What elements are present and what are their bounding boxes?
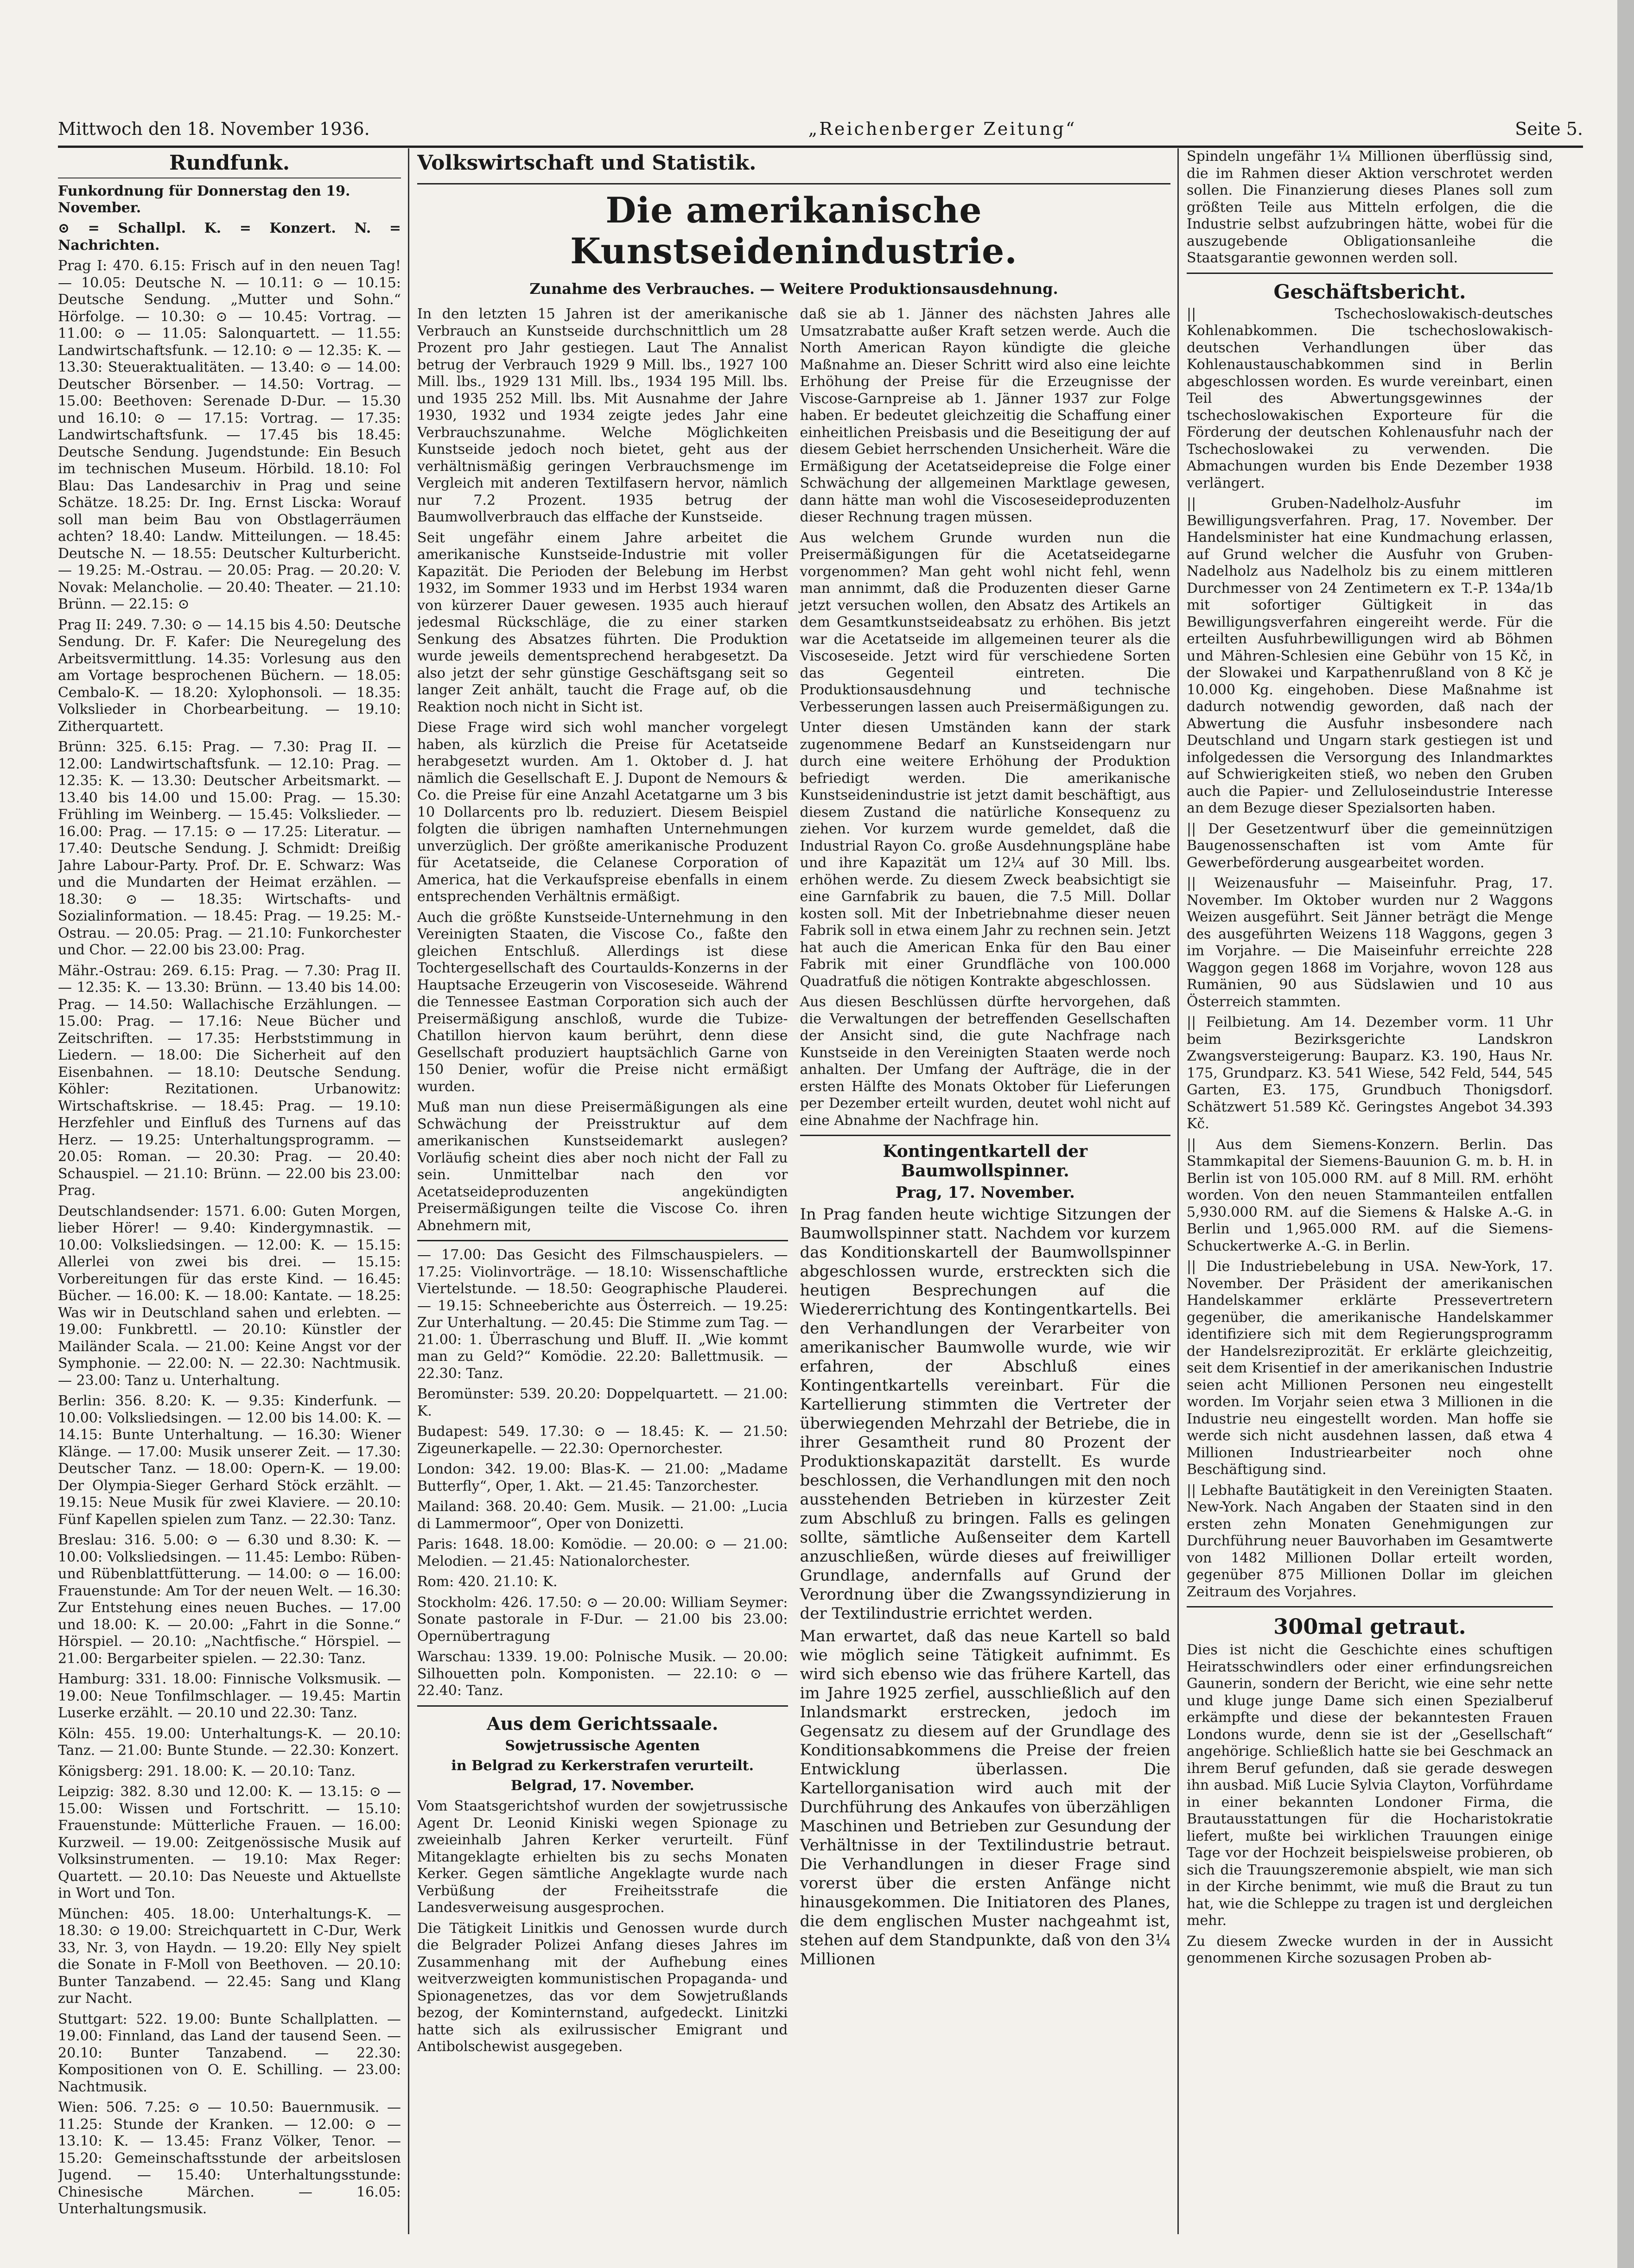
rundfunk-title: Rundfunk. xyxy=(58,151,401,178)
program-entry: Königsberg: 291. 18.00: K. — 20.10: Tanz. xyxy=(58,1763,356,1779)
rundfunk-legend: ⊙ = Schallpl. K. = Konzert. N. = Nachrichten. xyxy=(58,220,401,254)
article-paragraph: daß sie ab 1. Jänner des nächsten Jahres alle Umsatzrabatte außer Kraft setzen werde. Auch die North American Rayon kündigte die gleiche Maßnahme an. Dieser Schritt wird also eine leichte Erhöhung der Preise für die Erzeugnisse der Viscose-Garnpreise ab 1. Jänner 1937 zur Folge haben. Er bedeutet gleichzeitig die Schaffung einer einheitlichen Preisbasis und die Beseitigung der auf diesem Gebiet herrschenden Unsicherheit. Wäre die Ermäßigung der Acetatseidepreise die Folge einer Schwächung der allgemeinen Marktlage gewesen, dann hätte man wohl die Viscoseseideproduzenten dieser Rechnung tragen müssen. xyxy=(800,306,1170,525)
article-paragraph: Unter diesen Umständen kann der stark zugenommene Bedarf an Kunstseidengarn nur durch eine weitere Erhöhung der Produktion befriedigt werden. Die amerikanische Kunstseidenindustrie ist jetzt damit beschäftigt, aus diesem Zustand die natürliche Konsequenz zu ziehen. Vor kurzem wurde gemeldet, daß die Industrial Rayon Co. große Ausdehnungspläne habe und ihre Kapazität um 12¼ auf 30 Mill. lbs. erhöhen werde. Zu diesem Zweck beabsichtigt sie eine Garnfabrik zu bauen, die 7.5 Mill. Dollar kosten soll. Mit der Inbetriebnahme dieser neuen Fabrik soll in etwa einem Jahr zu rechnen sein. Jetzt hat auch die American Enka für den Bau einer Fabrik mit einer Grundfläche von 100.000 Quadratfuß die nötigen Kontrakte abgeschlossen. xyxy=(800,719,1170,990)
program-entry: Budapest: 549. 17.30: ⊙ — 18.45: K. — 21.50: Zigeunerkapelle. — 22.30: Opernorchester. xyxy=(417,1423,788,1457)
dateline-prag: Prag, 17. November. xyxy=(895,1183,1075,1202)
column-volkswirtschaft xyxy=(417,148,1170,2234)
article-paragraph: Zu diesem Zwecke wurden in der in Aussicht genommenen Kirche sozusagen Proben ab- xyxy=(1187,1933,1553,1966)
article-right-column xyxy=(800,306,1171,2059)
article-paragraph: Aus welchem Grunde wurden nun die Preisermäßigungen für die Acetatseidegarne vorgenommen? Man geht wohl nicht fehl, wenn man annimmt, daß die Produzenten dieser Garne jetzt versuchen wollen, den Absatz des Artikels an dem Gesamtkunstseideabsatz zu erhöhen. Bis jetzt war die Acetatseide im allgemeinen teurer als die Viscoseseide. Jetzt wird für verschiedene Sorten das Gegenteil eintreten. Die Produktionsausdehnung und technische Verbesserungen lassen auch Preisermäßigungen zu. xyxy=(800,529,1170,715)
program-entry: London: 342. 19.00: Blas-K. — 21.00: „Madame Butterfly“, Oper, 1. Akt. — 21.45: Tanzorchester. xyxy=(417,1461,788,1494)
article-paragraph: In Prag fanden heute wichtige Sitzungen der Baumwollspinner statt. Nachdem vor kurzem das Konditionskartell der Baumwollspinner abgeschlossen wurde, erstreckten sich die heutigen Besprechungen auf die Wiedererrichtung des Kontingentkartells. Bei den Verhandlungen der Verarbeiter von amerikanischer Baumwolle wurde, wie wir erfahren, der Abschluß eines Kontingentkartells vereinbart. Für die Kartellierung stimmten die Vertreter der überwiegenden Mehrzahl der Betriebe, die in ihrer Gesamtheit rund 80 Prozent der Produktionskapazität darstellt. Es wurde beschlossen, die Verhandlungen mit den noch ausstehenden Betrieben in kürzester Zeit zum Abschluß zu bringen. Falls es gelingen sollte, sämtliche Außenseiter dem Kartell anzuschließen, würde dieses auf freiwilliger Grundlage, andernfalls auf Grund der Verordnung über die Zwangssyndizierung in der Textilindustrie errichtet werden. xyxy=(800,1205,1170,1623)
business-item: || Tschechoslowakisch-deutsches Kohlenabkommen. Die tschechoslowakisch-deutschen Verhandlungen über das Kohlenaustauschabkommen sind in Berlin abgeschlossen worden. Es wurde vereinbart, einen Teil des Abwertungsgewinnes der tschechoslowakischen Exporteure für die Förderung der deutschen Kohlenausfuhr nach der Tschechoslowakei zu verwenden. Die Abmachungen wurden bis Ende Dezember 1938 verlängert. xyxy=(1187,305,1553,491)
business-item: || Der Gesetzentwurf über die gemeinnützigen Baugenossenschaften ist vom Amte für Gewerbeförderung ausgearbeitet worden. xyxy=(1187,820,1553,871)
section-volkswirtschaft: Volkswirtschaft und Statistik. xyxy=(417,151,757,175)
business-item: || Gruben-Nadelholz-Ausfuhr im Bewilligungsverfahren. Prag, 17. November. Der Handelsminister hat eine Kundmachung erlassen, auf Grund welcher die Ausfuhr von Gruben-Nadelholz aus Nadelholz bis zu einem mittleren Durchmesser von 24 Zentimetern ex T.-P. 134a/1b mit sofortiger Gültigkeit in das Bewilligungsverfahren eingereiht werde. Für die erteilten Ausfuhrbewilligungen wird ab Böhmen und Mähren-Schlesien eine Gebühr von 15 Kč, in der Slowakei und Karpathenrußland von 8 Kč je 10.000 Kg. eingehoben. Diese Maßnahme ist dadurch notwendig geworden, daß nach der Abwertung die Ausfuhr insbesondere nach Deutschland und Ungarn stark gestiegen ist und infolgedessen die Versorgung des Inlandmarktes auf Schwierigkeiten stieß, wo neben den Gruben auch die Papier- und Zelluloseindustrie Interesse an dem Bezuge dieser Spezialsorten haben. xyxy=(1187,496,1553,816)
program-entry: Wien: 506. 7.25: ⊙ — 10.50: Bauernmusik. — 11.25: Stunde der Kranken. — 12.00: ⊙ — 13.10: K. — 13.45: Franz Völker, Tenor. — 15.20: Gemeinschaftsstunde der arbeitslosen Jugend. — 15.40: Unterhaltungsstunde: Chinesische Märchen. — 16.05: Unterhaltungsmusik. xyxy=(58,2099,401,2217)
header-page-number: Seite 5. xyxy=(1515,119,1583,139)
divider xyxy=(800,1135,1171,1136)
program-entry: München: 405. 18.00: Unterhaltungs-K. — 18.30: ⊙ 19.00: Streichquartett in C-Dur, Werk 33, Nr. 3, von Haydn. — 19.20: Elly Ney spielt die Sonate in F-Moll von Beethoven. — 20.10: Bunter Tanzabend. — 22.45: Sang und Klang zur Nacht. xyxy=(58,1906,401,2007)
program-entry: Beromünster: 539. 20.20: Doppelquartett. — 21.00: K. xyxy=(417,1386,788,1419)
page-header xyxy=(58,97,1583,148)
program-entry: Prag II: 249. 7.30: ⊙ — 14.15 bis 4.50: Deutsche Sendung. Dr. F. Kafer: Die Neuregelung des Arbeitsvermittlung. 14.35: Vorlesung aus den am Vortage besprochenen Büchern. — 18.05: Cembalo-K. — 18.20: Xylophonsoli. — 18.35: Volkslieder in Chorbearbeitung. — 19.10: Zitherquartett. xyxy=(58,616,401,735)
page-edge xyxy=(1617,0,1634,2268)
program-entry: Paris: 1648. 18.00: Komödie. — 20.00: ⊙ — 21.00: Melodien. — 21.45: Nationalorchester. xyxy=(417,1536,788,1569)
article-paragraph: Dies ist nicht die Geschichte eines schuftigen Heiratsschwindlers oder einer erfindungsreichen Gaunerin, sondern der Bericht, wie eine sehr nette und kluge junge Dame sich einen Spezialberuf erkämpfte und diese der bekanntesten Frauen Londons wurde, denn sie ist der „Gesellschaft“ angehörige. Schließlich hatte sie bei Geschmack an ihrem Beruf gefunden, daß sie gerade deswegen ihn ausbad. Miß Lucie Sylvia Clayton, Vorführdame in einer bekannten Londoner Firma, die Brautausstattungen für die Hocharistokratie liefert, mußte bei wirklichen Trauungen einige Tage vor der Hochzeit beispielsweise probieren, ob sich die Trauungszeremonie abspielt, wie man sich in der Kirche benimmt, wie muß die Braut zu tun hat, wie die Schleppe zu tragen ist und dergleichen mehr. xyxy=(1187,1642,1553,1929)
program-entry: Brünn: 325. 6.15: Prag. — 7.30: Prag II. — 12.00: Landwirtschaftsfunk. — 12.10: Prag. — 12.35: K. — 13.30: Deutscher Arbeitsmarkt. — 13.40 bis 14.00 und 15.00: Prag. — 15.30: Frühling im Weinberg. — 15.45: Volkslieder. — 16.00: Prag. — 17.15: ⊙ — 17.25: Literatur. — 17.40: Deutsche Sendung. J. Schmidt: Dreißig Jahre Labour-Party. Prof. Dr. E. Schwarz: Was und die Mundarten der Heimat erzählen. — 18.30: ⊙ — 18.35: Wirtschafts- und Sozialinformation. — 18.45: Prag. — 19.25: M.-Ostrau. — 20.05: Prag. — 21.10: Funkorchester und Chor. — 22.00 bis 23.00: Prag. xyxy=(58,739,401,958)
article-title-gerichtssaal: Aus dem Gerichtssaale. xyxy=(417,1705,788,1734)
header-newspaper: „Reichenberger Zeitung“ xyxy=(808,119,1077,139)
program-entry: Mähr.-Ostrau: 269. 6.15: Prag. — 7.30: Prag II. — 12.35: K. — 13.30: Brünn. — 13.40 bis 14.00: Prag. — 14.50: Wallachische Erzählungen. — 15.00: Prag. — 17.16: Neue Bücher und Zeitschriften. — 17.35: Herbststimmung in Liedern. — 18.00: Die Sicherheit auf den Eisenbahnen. — 18.10: Deutsche Sendung. Köhler: Rezitationen. Urbanowitz: Wirtschaftskrise. — 18.45: Prag. — 19.10: Herzfehler und Einfluß des Turnens auf das Herz. — 19.25: Unterhaltungsprogramm. — 20.05: Roman. — 20.30: Prag. — 20.40: Schauspiel. — 21.10: Brünn. — 22.00 bis 23.00: Prag. xyxy=(58,962,401,1199)
column-rule xyxy=(408,148,409,2234)
program-entry: Stockholm: 426. 17.50: ⊙ — 20.00: William Seymer: Sonate pastorale in F-Dur. — 21.00 bis 23.00: Opernübertragung xyxy=(417,1594,788,1645)
program-entry: Köln: 455. 19.00: Unterhaltungs-K. — 20.10: Tanz. — 21.00: Bunte Stunde. — 22.30: Konzert. xyxy=(58,1725,401,1759)
program-entry: Mailand: 368. 20.40: Gem. Musik. — 21.00: „Lucia di Lammermoor“, Oper von Donizetti. xyxy=(417,1499,788,1532)
article-paragraph: Seit ungefähr einem Jahre arbeitet die amerikanische Kunstseide-Industrie mit voller Kapazität. Die Perioden der Belebung im Herbst 1932, im Sommer 1933 und im Herbst 1934 waren von kürzerer Dauer gewesen. 1935 auch hierauf jedesmal Rückschläge, die zu einer starken Senkung des Absatzes führten. Die Produktion wurde jeweils dementsprechend herabgesetzt. Da also jetzt der sehr günstige Geschäftsgang seit so langer Zeit anhält, taucht die Frage auf, ob die Reaktion noch nicht in Sicht ist. xyxy=(417,529,788,715)
header-date: Mittwoch den 18. November 1936. xyxy=(58,119,370,139)
business-item: || Aus dem Siemens-Konzern. Berlin. Das Stammkapital der Siemens-Bauunion G. m. b. H. in Berlin ist von 105.000 RM. auf 8 Mill. RM. erhöht worden. Von den neuen Stammanteilen entfallen 5,930.000 RM. auf die Siemens & Halske A.-G. in Berlin und 1,965.000 RM. auf die Siemens-Schuckertwerke A.-G. in Berlin. xyxy=(1187,1136,1553,1254)
article-subtitle-kunstseide: Zunahme des Verbrauches. — Weitere Produktionsausdehnung. xyxy=(529,280,1058,298)
column-rule xyxy=(1177,148,1179,2234)
business-item: || Die Industriebelebung in USA. New-York, 17. November. Der Präsident der amerikanischen Handelskammer erklärte Pressevertretern gegenüber, die amerikanische Handelskammer identifiziere sich mit dem Regierungsprogramm der Handelsreziprozität. Er erklärte gleichzeitig, seit dem Krisentief in der amerikanischen Industrie seien acht Millionen Personen neu eingestellt worden. Im Vorjahr seien etwa 3 Millionen in die Industrie neu eingestellt worden. Man hoffe sie werde sich nicht ausdehnen lassen, daß etwa 4 Millionen Industriearbeiter noch ohne Beschäftigung sind. xyxy=(1187,1258,1553,1478)
article-title-kunstseide: Die amerikanische Kunstseidenindustrie. xyxy=(570,190,1017,272)
program-entry: Deutschlandsender: 1571. 6.00: Guten Morgen, lieber Hörer! — 9.40: Kindergymnastik. — 10.00: Volksliedsingen. — 12.00: K. — 15.15: Allerlei von zwei bis drei. — 15.15: Vorbereitungen für das erste Kind. — 16.45: Bücher. — 16.00: K. — 18.00: Kantate. — 18.25: Was wir in Deutschland sahen und erlebten. — 19.00: Funkbrettl. — 20.10: Künstler der Mailänder Scala. — 21.00: Keine Angst vor der Symphonie. — 22.00: N. — 22.30: Nachtmusik. — 23.00: Tanz u. Unterhaltung. xyxy=(58,1203,401,1389)
program-entry: Rom: 420. 21.10: K. xyxy=(417,1574,558,1590)
program-entry: Hamburg: 331. 18.00: Finnische Volksmusik. — 19.00: Neue Tonfilmschlager. — 19.45: Martin Luserke erzählt. — 20.10 und 22.30: Tanz. xyxy=(58,1671,401,1721)
column-rundfunk xyxy=(58,148,401,2234)
article-body-kunstseide xyxy=(417,306,1170,2059)
dateline-belgrad: Belgrad, 17. November. xyxy=(510,1777,694,1794)
program-entry: Prag I: 470. 6.15: Frisch auf in den neuen Tag! — 10.05: Deutsche N. — 10.11: ⊙ — 10.15: Deutsche Sendung. „Mutter und Sohn.“ Hörfolge. — 10.30: ⊙ — 10.45: Vortrag. — 11.00: ⊙ — 11.05: Salonquartett. — 11.55: Landwirtschaftsfunk. — 12.10: ⊙ — 12.35: K. — 13.30: Steueraktualitäten. — 13.40: ⊙ — 14.00: Deutscher Börsenber. — 14.50: Vortrag. — 15.00: Beethoven: Serenade D-Dur. — 15.30 und 16.10: ⊙ — 17.15: Vortrag. — 17.35: Landwirtschaftsfunk. — 17.45 bis 18.45: Deutsche Sendung. Jugendstunde: Ein Besuch im technischen Museum. Hörbild. 18.10: Fol Blau: Das Landesarchiv in Prag und seine Schätze. 18.25: Dr. Ing. Ernst Liscka: Worauf soll man beim Bau von Obstlagerräumen achten? 18.40: Landw. Mitteilungen. — 18.45: Deutsche N. — 18.55: Deutscher Kulturbericht. — 19.25: M.-Ostrau. — 20.05: Prag. — 20.20: V. Novak: Melancholie. — 20.40: Theater. — 21.10: Brünn. — 22.15: ⊙ xyxy=(58,258,401,612)
business-item: || Feilbietung. Am 14. Dezember vorm. 11 Uhr beim Bezirksgerichte Landskron Zwangsversteigerung: Bauparz. K3. 190, Haus Nr. 175, Grundparz. K3. 541 Wiese, 542 Feld, 544, 545 Garten, E3. 175, Grundbuch Thonigsdorf. Schätzwert 51.589 Kč. Geringstes Angebot 34.393 Kč. xyxy=(1187,1014,1553,1132)
article-subtitle2-gerichtssaal: in Belgrad zu Kerkerstrafen verurteilt. xyxy=(451,1757,754,1774)
article-subtitle-gerichtssaal: Sowjetrussische Agenten xyxy=(505,1737,700,1754)
divider xyxy=(417,1240,788,1241)
article-paragraph: Man erwartet, daß das neue Kartell so bald wie möglich seine Tätigkeit aufnimmt. Es wird sich ebenso wie das frühere Kartell, das im Jahre 1925 zerfiel, ausschließlich auf den Inlandsmarkt erstrecken, jedoch im Gegensatz zu diesem auf der Grundlage des Konditionsabkommens die Preise der freien Entwicklung überlassen. Die Kartellorganisation wird auch mit der Durchführung des Ankaufes von überzähligen Maschinen und Betrieben zur Gesundung der Verhältnisse in der Textilindustrie betraut. Die Verhandlungen in dieser Frage sind vorerst über die ersten Anfänge nicht hinausgekommen. Die Initiatoren des Planes, die dem englischen Muster nachgeahmt ist, stehen auf dem Standpunkte, daß von den 3¼ Millionen xyxy=(800,1626,1170,1969)
business-item: || Weizenausfuhr — Maiseinfuhr. Prag, 17. November. Im Oktober wurden nur 2 Waggons Weizen ausgeführt. Seit Jänner beträgt die Menge des ausgeführten Weizens 118 Waggons, gegen 3 im Vorjahre. — Die Maiseinfuhr erreichte 228 Waggon gegen 1868 im Vorjahre, wovon 128 aus Rumänien, 90 aus Südslawien und 10 aus Österreich stammten. xyxy=(1187,875,1553,1010)
article-paragraph: Diese Frage wird sich wohl mancher vorgelegt haben, als kürzlich die Preise für Acetatseide herabgesetzt wurden. Am 1. Oktober d. J. hat nämlich die Gesellschaft E. J. Dupont de Nemours & Co. die Preise für eine Anzahl Acetatgarne um 3 bis 10 Dollarcents pro lb. reduziert. Diesem Beispiel folgten die übrigen namhaften Unternehmungen unverzüglich. Der größte amerikanische Produzent für Acetatseide, die Celanese Corporation of America, hat die Verkaufspreise ebenfalls in einem entsprechenden Verhältnis ermäßigt. xyxy=(417,719,788,905)
article-paragraph: Muß man nun diese Preisermäßigungen als eine Schwächung der Preisstruktur auf dem amerikanischen Kunstseidemarkt auslegen? Vorläufig scheint dies aber noch nicht der Fall zu sein. Unmittelbar nach den vor Acetatseideproduzenten angekündigten Preisermäßigungen teilte die Viscose Co. ihren Abnehmern mit, xyxy=(417,1099,788,1234)
article-title-baumwollspinner: Kontingentkartell der Baumwollspinner. xyxy=(883,1142,1088,1181)
rundfunk-continuation xyxy=(417,1247,788,1700)
article-title-300mal-getraut: 300mal getraut. xyxy=(1187,1606,1553,1639)
article-paragraph: Auch die größte Kunstseide-Unternehmung in den Vereinigten Staaten, die Viscose Co., faßte den gleichen Entschluß. Allerdings ist diese Tochtergesellschaft des Courtaulds-Konzerns in der Hauptsache Erzeugerin von Viscoseseide. Während die Tennessee Eastman Corporation sich auch der Preisermäßigung anschloß, wurde die Tubize-Chatillon hiervon kaum berührt, denn diese Gesellschaft produziert hauptsächlich Garne von 150 Denier, wofür die Preise nicht ermäßigt wurden. xyxy=(417,909,788,1095)
program-entry: Stuttgart: 522. 19.00: Bunte Schallplatten. — 19.00: Finnland, das Land der tausend Seen. — 20.10: Bunter Tanzabend. — 22.30: Kompositionen von O. E. Schilling. — 23.00: Nachtmusik. xyxy=(58,2011,401,2095)
divider xyxy=(417,183,1170,184)
article-paragraph: Die Tätigkeit Linitkis und Genossen wurde durch die Belgrader Polizei Anfang dieses Jahres im Zusammenhang mit der Aufhebung eines weitverzweigten kommunistischen Propaganda- und Spionagenetzes, das vor dem Sowjetrußlands bezog, der Kominternstand, aufgedeckt. Linitzki hatte sich als exilrussischer Emigrant und Antibolschewist ausgegeben. xyxy=(417,1920,788,2055)
article-paragraph: Spindeln ungefähr 1¼ Millionen überflüssig sind, die im Rahmen dieser Aktion verschrotet werden sollen. Die Finanzierung dieses Planes soll zum größten Teile aus Mitteln erfolgen, die die Industrie selbst aufzubringen hätte, wobei für die auszugebende Obligationsanleihe die Staatsgarantie gewonnen werden soll. xyxy=(1187,148,1553,266)
rundfunk-subtitle: Funkordnung für Donnerstag den 19. November. xyxy=(58,183,350,216)
program-entry: Leipzig: 382. 8.30 und 12.00: K. — 13.15: ⊙ — 15.00: Wissen und Fortschritt. — 15.10: Frauenstunde: Mütterliche Frauen. — 16.00: Kurzweil. — 19.00: Zeitgenössische Musik auf Volksinstrumenten. — 19.10: Max Reger: Quartett. — 20.10: Das Neueste und Aktuellste in Wort und Ton. xyxy=(58,1784,401,1901)
column-geschaeftsbericht xyxy=(1187,148,1553,2234)
program-entry: Warschau: 1339. 19.00: Polnische Musik. — 20.00: Silhouetten poln. Komponisten. — 22.10: ⊙ — 22.40: Tanz. xyxy=(417,1649,788,1699)
program-entry: — 17.00: Das Gesicht des Filmschauspielers. — 17.25: Violinvorträge. — 18.10: Wissenschaftliche Viertelstunde. — 18.50: Geographische Plauderei. — 19.15: Schneeberichte aus Österreich. — 19.25: Zur Unterhaltung. — 20.45: Die Stimme zum Tag. — 21.00: 1. Überraschung und Bluff. II. „Wie kommt man zu Geld?“ Komödie. 22.20: Ballettmusik. — 22.30: Tanz. xyxy=(417,1247,788,1382)
program-entry: Breslau: 316. 5.00: ⊙ — 6.30 und 8.30: K. — 10.00: Volksliedsingen. — 11.45: Lembo: Rüben- und Rübenblattfütterung. — 14.00: ⊙ — 16.00: Frauenstunde: Am Tor der neuen Welt. — 16.30: Zur Entstehung eines neuen Buches. — 17.00 und 18.00: K. — 20.00: „Fahrt in die Sonne.“ Hörspiel. — 20.10: „Nachtfische.“ Hörspiel. — 21.00: Bergarbeiter spielen. — 22.30: Tanz. xyxy=(58,1532,401,1667)
article-paragraph: In den letzten 15 Jahren ist der amerikanische Verbrauch an Kunstseide durchschnittlich um 28 Prozent pro Jahr gestiegen. Laut The Annalist betrug der Verbrauch 1929 9 Mill. lbs., 1927 100 Mill. lbs., 1929 131 Mill. lbs., 1934 195 Mill. lbs. und 1935 252 Mill. lbs. Mit Ausnahme der Jahre 1930, 1932 und 1934 zeigte jedes Jahr eine Verbrauchszunahme. Welche Möglichkeiten Kunstseide jedoch noch bietet, geht aus der verhältnismäßig geringen Verbrauchsmenge im Vergleich mit anderen Textilfasern hervor, nämlich nur 7.2 Prozent. 1935 betrug der Baumwollverbrauch das elffache der Kunstseide. xyxy=(417,306,788,525)
business-item: || Lebhafte Bautätigkeit in den Vereinigten Staaten. New-York. Nach Angaben der Staaten sind in den ersten zehn Monaten Genehmigungen zur Durchführung neuer Bauvorhaben im Gesamtwerte von 1482 Millionen Dollar erteilt worden, gegenüber 875 Millionen Dollar im gleichen Zeitraum des Vorjahres. xyxy=(1187,1482,1553,1600)
article-left-column xyxy=(417,306,788,2059)
article-paragraph: Vom Staatsgerichtshof wurden der sowjetrussische Agent Dr. Leonid Kiniski wegen Spionage zu zweieinhalb Jahren Kerker verurteilt. Fünf Mitangeklagte erhielten bis zu sechs Monaten Kerker. Gegen sämtliche Angeklagte wurde nach Verbüßung der Freiheitsstrafe die Landesverweisung ausgesprochen. xyxy=(417,1798,788,1916)
rundfunk-program-list xyxy=(58,258,401,2218)
program-entry: Berlin: 356. 8.20: K. — 9.35: Kinderfunk. — 10.00: Volksliedsingen. — 12.00 bis 14.00: K. — 14.15: Bunte Unterhaltung. — 16.30: Wiener Klänge. — 17.00: Musik unserer Zeit. — 17.30: Deutscher Tanz. — 18.00: Opern-K. — 19.00: Der Olympia-Sieger Gerhard Stöck erzählt. — 19.15: Neue Musik für zwei Klaviere. — 20.10: Fünf Kapellen spielen zum Tanz. — 22.30: Tanz. xyxy=(58,1393,401,1528)
section-geschaeftsbericht: Geschäftsbericht. xyxy=(1187,273,1553,303)
article-paragraph: Aus diesen Beschlüssen dürfte hervorgehen, daß die Verwaltungen der betreffenden Gesellschaften der Ansicht sind, die gute Nachfrage nach Kunstseide in den Vereinigten Staaten werde noch anhalten. Der Umfang der Aufträge, die in der ersten Hälfte des Monats Oktober für Lieferungen per Dezember erteilt wurden, deutet wohl nicht auf eine Abnahme der Nachfrage hin. xyxy=(800,994,1170,1129)
